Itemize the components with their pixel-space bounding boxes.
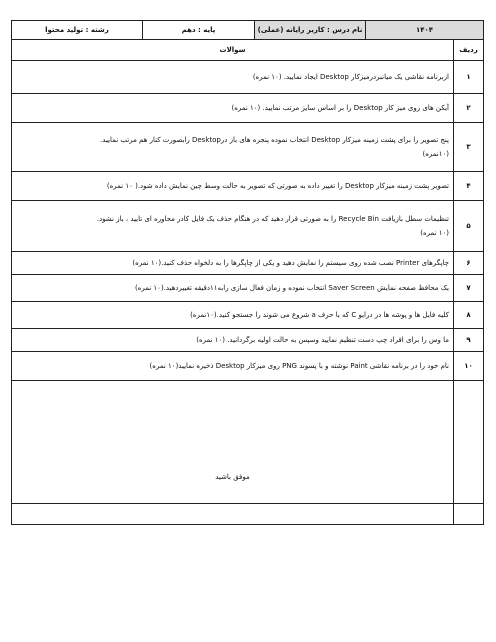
question-row-5 — [12, 201, 484, 252]
question-text — [12, 201, 454, 252]
question-body: تنظیمات سطل بازیافت Recycle Bin را به صورتی قرار دهید که در هنگام حذف یک فایل کادر محاوره ای تایید ، باز نشود. — [96, 215, 449, 223]
question-number: ۴ — [454, 172, 484, 201]
empty-cell — [12, 504, 454, 525]
column-header-row — [12, 40, 484, 61]
empty-row-number — [454, 504, 484, 525]
question-text: ما وس را برای افراد چپ دست تنظیم نمایید وسپس به حالت اولیه برگردانید. (۱۰ نمره) — [12, 329, 454, 352]
question-row-6 — [12, 252, 484, 275]
exam-sheet — [12, 20, 484, 525]
question-number: ۱ — [454, 61, 484, 94]
question-number: ۳ — [454, 123, 484, 172]
question-row-3 — [12, 123, 484, 172]
question-score: (۱۰ نمره) — [420, 229, 449, 237]
header-row — [12, 21, 484, 40]
question-row-4 — [12, 172, 484, 201]
exam-year: ۱۴۰۴ — [366, 21, 484, 40]
question-text: کلیه فایل ها و پوشه ها در درایو C که با حرف a شروع می شوند را جستجو کنید.(۱۰نمره) — [12, 302, 454, 329]
question-text: ازبرنامه نقاشی یک میانبردرمیزکار Desktop ایجاد نمایید. (۱۰ نمره) — [12, 61, 454, 94]
question-number: ۱۰ — [454, 352, 484, 381]
question-text: نام خود را در برنامه نقاشی Paint نوشته و با پسوند PNG روی میزکار Desktop ذخیره نمایید(۱۰ نمره) — [12, 352, 454, 381]
question-text: تصویر پشت زمینه میزکار Desktop را تغییر داده به صورتی که تصویر به حالت وسط چین نمایش داده شود.( ۱۰ نمره) — [12, 172, 454, 201]
questions-column-header: سوالات — [12, 40, 454, 61]
question-row-2 — [12, 94, 484, 123]
question-text — [12, 123, 454, 172]
question-number: ۵ — [454, 201, 484, 252]
empty-row — [12, 504, 484, 525]
question-score: (۱۰نمره) — [422, 150, 449, 158]
question-number: ۸ — [454, 302, 484, 329]
question-text: یک محافظ صفحه نمایش Saver Screen انتخاب نموده و زمان فعال سازی رابه۱۱دقیقه تغییردهید.(۱۰ نمره) — [12, 275, 454, 302]
study-field: رشته : تولید محتوا — [12, 21, 143, 40]
question-row-9 — [12, 329, 484, 352]
closing-row — [12, 381, 484, 504]
grade-level: پایه : دهم — [143, 21, 255, 40]
question-number: ۹ — [454, 329, 484, 352]
row-column-header: ردیف — [454, 40, 484, 61]
question-number: ۲ — [454, 94, 484, 123]
question-row-10 — [12, 352, 484, 381]
question-text: چاپگرهای Printer نصب شده روی سیستم را نمایش دهید و یکی از چاپگرها را به دلخواه حذف کنید.(۱۰ نمره) — [12, 252, 454, 275]
closing-message: موفق باشید — [12, 381, 454, 504]
question-body: پنج تصویر را برای پشت زمینه میزکار Desktop انتخاب نموده پنجره های باز درDesktop رابصورت کنار هم مرتب نمایید. — [100, 136, 449, 144]
question-row-1 — [12, 61, 484, 94]
course-name: نام درس : کاربر رایانه (عملی) — [255, 21, 366, 40]
question-number: ۶ — [454, 252, 484, 275]
question-number: ۷ — [454, 275, 484, 302]
exam-table — [11, 20, 484, 525]
empty-row-number — [454, 381, 484, 504]
question-text: آیکن های روی میز کار Desktop را بر اساس سایز مرتب نمایید. (۱۰ نمره) — [12, 94, 454, 123]
question-row-7 — [12, 275, 484, 302]
question-row-8 — [12, 302, 484, 329]
